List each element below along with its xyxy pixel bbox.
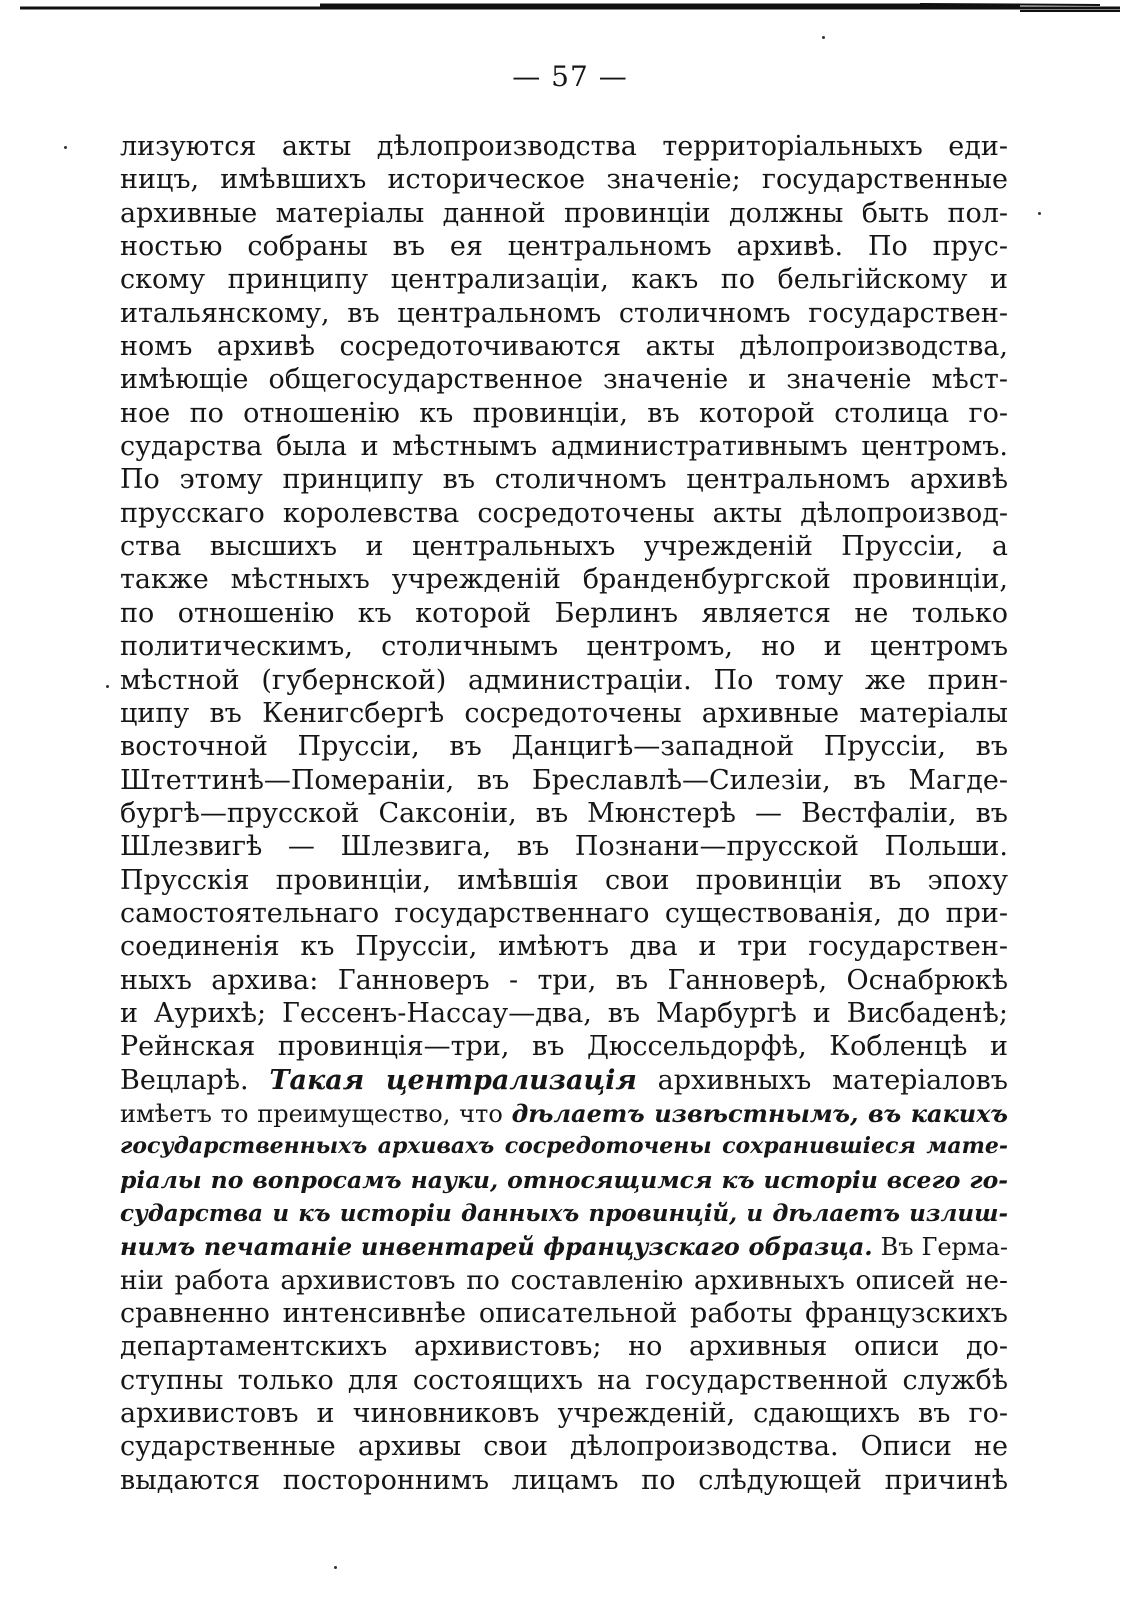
text-segment: ное по отношенію къ провинціи, въ которой столица го-: [120, 397, 1008, 429]
print-speck: [64, 146, 67, 149]
text-segment: ципу въ Кенигсбергѣ сосредоточены архивные матеріалы: [120, 697, 1008, 729]
text-line: [120, 1397, 1008, 1430]
text-line: [120, 897, 1008, 930]
text-segment: архивистовъ и чиновниковъ учрежденій, сдающихъ въ го-: [120, 1398, 1008, 1430]
text-line: [120, 363, 1008, 396]
text-line: [120, 1430, 1008, 1463]
emphasized-text: нимъ печатаніе инвентарей французскаго образца.: [120, 1232, 873, 1262]
text-line: [120, 597, 1008, 630]
text-segment: соединенія къ Пруссіи, имѣютъ два и три государствен-: [120, 931, 1008, 963]
text-segment: выдаются постороннимъ лицамъ по слѣдующей причинѣ: [120, 1464, 1008, 1496]
text-line: [120, 330, 1008, 363]
text-line: [120, 1330, 1008, 1363]
text-line: [120, 463, 1008, 496]
text-line: [120, 964, 1008, 997]
text-line: [120, 764, 1008, 797]
text-line: [120, 997, 1008, 1030]
text-line: [120, 1064, 1008, 1097]
text-line: [120, 230, 1008, 263]
page-number: — 57 —: [512, 60, 628, 93]
text-line: [120, 1297, 1008, 1330]
text-segment: ства высшихъ и центральныхъ учрежденій Пруссіи, а: [120, 531, 1008, 563]
text-line: [120, 1264, 1008, 1297]
text-segment: По этому принципу въ столичномъ центральномъ архивѣ: [120, 464, 1008, 496]
text-segment: Въ Герма-: [872, 1233, 1008, 1262]
text-line: [120, 497, 1008, 530]
text-line: [120, 1097, 1008, 1130]
text-segment: Рейнская провинція—три, въ Дюссельдорфѣ, Кобленцѣ и: [120, 1031, 1008, 1063]
text-segment: ныхъ архива: Ганноверъ - три, въ Ганноверѣ, Оснабрюкѣ: [120, 964, 1008, 996]
text-line: [120, 397, 1008, 430]
text-segment: ніи работа архивистовъ по составленію архивныхъ описей не-: [120, 1264, 1008, 1296]
text-segment: департаментскихъ архивистовъ; но архивныя описи до-: [120, 1331, 1008, 1363]
text-line: [120, 130, 1008, 163]
text-line: [120, 1464, 1008, 1497]
text-line: [120, 1197, 1008, 1230]
text-segment: ницъ, имѣвшихъ историческое значеніе; государственные: [120, 164, 1008, 196]
text-segment: мѣстной (губернской) администраціи. По тому же прин-: [120, 664, 1008, 696]
text-segment: номъ архивѣ сосредоточиваются акты дѣлопроизводства,: [120, 331, 1008, 363]
text-segment: Штеттинѣ—Помераніи, въ Бреславлѣ—Силезіи, въ Магде-: [120, 764, 1008, 796]
text-segment: сударства была и мѣстнымъ административнымъ центромъ.: [120, 431, 1008, 463]
text-segment: по отношенію къ которой Берлинъ является не только: [120, 597, 1008, 629]
print-speck: [334, 1566, 337, 1569]
text-segment: имѣющіе общегосударственное значеніе и значеніе мѣст-: [120, 364, 1008, 396]
text-line: [120, 930, 1008, 963]
text-line: [120, 797, 1008, 830]
emphasized-text: государственныхъ архивахъ сосредоточены сохранившіеся мате-: [120, 1133, 1008, 1160]
text-segment: ступны только для состоящихъ на государственной службѣ: [120, 1364, 1008, 1396]
text-segment: архивныхъ матеріаловъ: [636, 1064, 1008, 1096]
text-segment: самостоятельнаго государственнаго существованія, до при-: [120, 897, 1008, 929]
emphasized-text: Такая централизація: [269, 1064, 637, 1096]
text-line: [120, 697, 1008, 730]
text-segment: бургѣ—прусской Саксоніи, въ Мюнстерѣ — Вестфаліи, въ: [120, 797, 1008, 829]
text-segment: ностью собраны въ ея центральномъ архивѣ. По прус-: [120, 231, 1008, 263]
text-line: [120, 630, 1008, 663]
text-segment: Вецларѣ.: [120, 1064, 270, 1096]
text-line: [120, 263, 1008, 296]
text-segment: итальянскому, въ центральномъ столичномъ государствен-: [120, 297, 1008, 329]
text-line: [120, 563, 1008, 596]
print-speck: [106, 685, 109, 688]
print-speck: [822, 36, 825, 39]
text-segment: сударственные архивы свои дѣлопроизводства. Описи не: [120, 1431, 1008, 1463]
text-line: [120, 163, 1008, 196]
text-line: [120, 1130, 1008, 1163]
text-segment: архивные матеріалы данной провинціи должны быть пол-: [120, 197, 1008, 229]
text-segment: восточной Пруссіи, въ Данцигѣ—западной Пруссіи, въ: [120, 731, 1008, 763]
text-line: [120, 1230, 1008, 1263]
text-line: [120, 1164, 1008, 1197]
text-line: [120, 730, 1008, 763]
text-segment: Прусскія провинціи, имѣвшія свои провинціи въ эпоху: [120, 864, 1008, 896]
text-segment: прусскаго королевства сосредоточены акты дѣлопроизвод-: [120, 497, 1008, 529]
text-line: [120, 530, 1008, 563]
text-line: [120, 197, 1008, 230]
top-border-rule: [20, 2, 1120, 16]
print-speck: [1038, 212, 1041, 215]
text-line: [120, 664, 1008, 697]
text-segment: и Аурихѣ; Гессенъ-Нассау—два, въ Марбургѣ и Висбаденѣ;: [120, 997, 1008, 1029]
text-segment: скому принципу централизаціи, какъ по бельгійскому и: [120, 264, 1008, 296]
text-line: [120, 1030, 1008, 1063]
text-line: [120, 864, 1008, 897]
text-segment: лизуются акты дѣлопроизводства территоріальныхъ еди-: [120, 131, 1008, 162]
text-segment: также мѣстныхъ учрежденій бранденбургской провинціи,: [120, 564, 1008, 596]
text-segment: сравненно интенсивнѣе описательной работы французскихъ: [120, 1298, 1008, 1330]
text-segment: политическимъ, столичнымъ центромъ, но и центромъ: [120, 631, 1008, 663]
text-line: [120, 430, 1008, 463]
text-line: [120, 297, 1008, 330]
emphasized-text: сударства и къ исторіи данныхъ провинцій, и дѣлаетъ излиш-: [120, 1200, 1008, 1227]
body-text: [120, 130, 1008, 1497]
emphasized-text: ріалы по вопросамъ науки, относящимся къ исторіи всего го-: [120, 1165, 1008, 1194]
emphasized-text: дѣлаетъ извѣстнымъ, въ какихъ: [511, 1098, 1008, 1128]
text-segment: Шлезвигѣ — Шлезвига, въ Познани—прусской Польши.: [120, 831, 1008, 863]
text-segment: имѣетъ то преимущество, что: [120, 1099, 512, 1128]
text-line: [120, 830, 1008, 863]
text-line: [120, 1364, 1008, 1397]
